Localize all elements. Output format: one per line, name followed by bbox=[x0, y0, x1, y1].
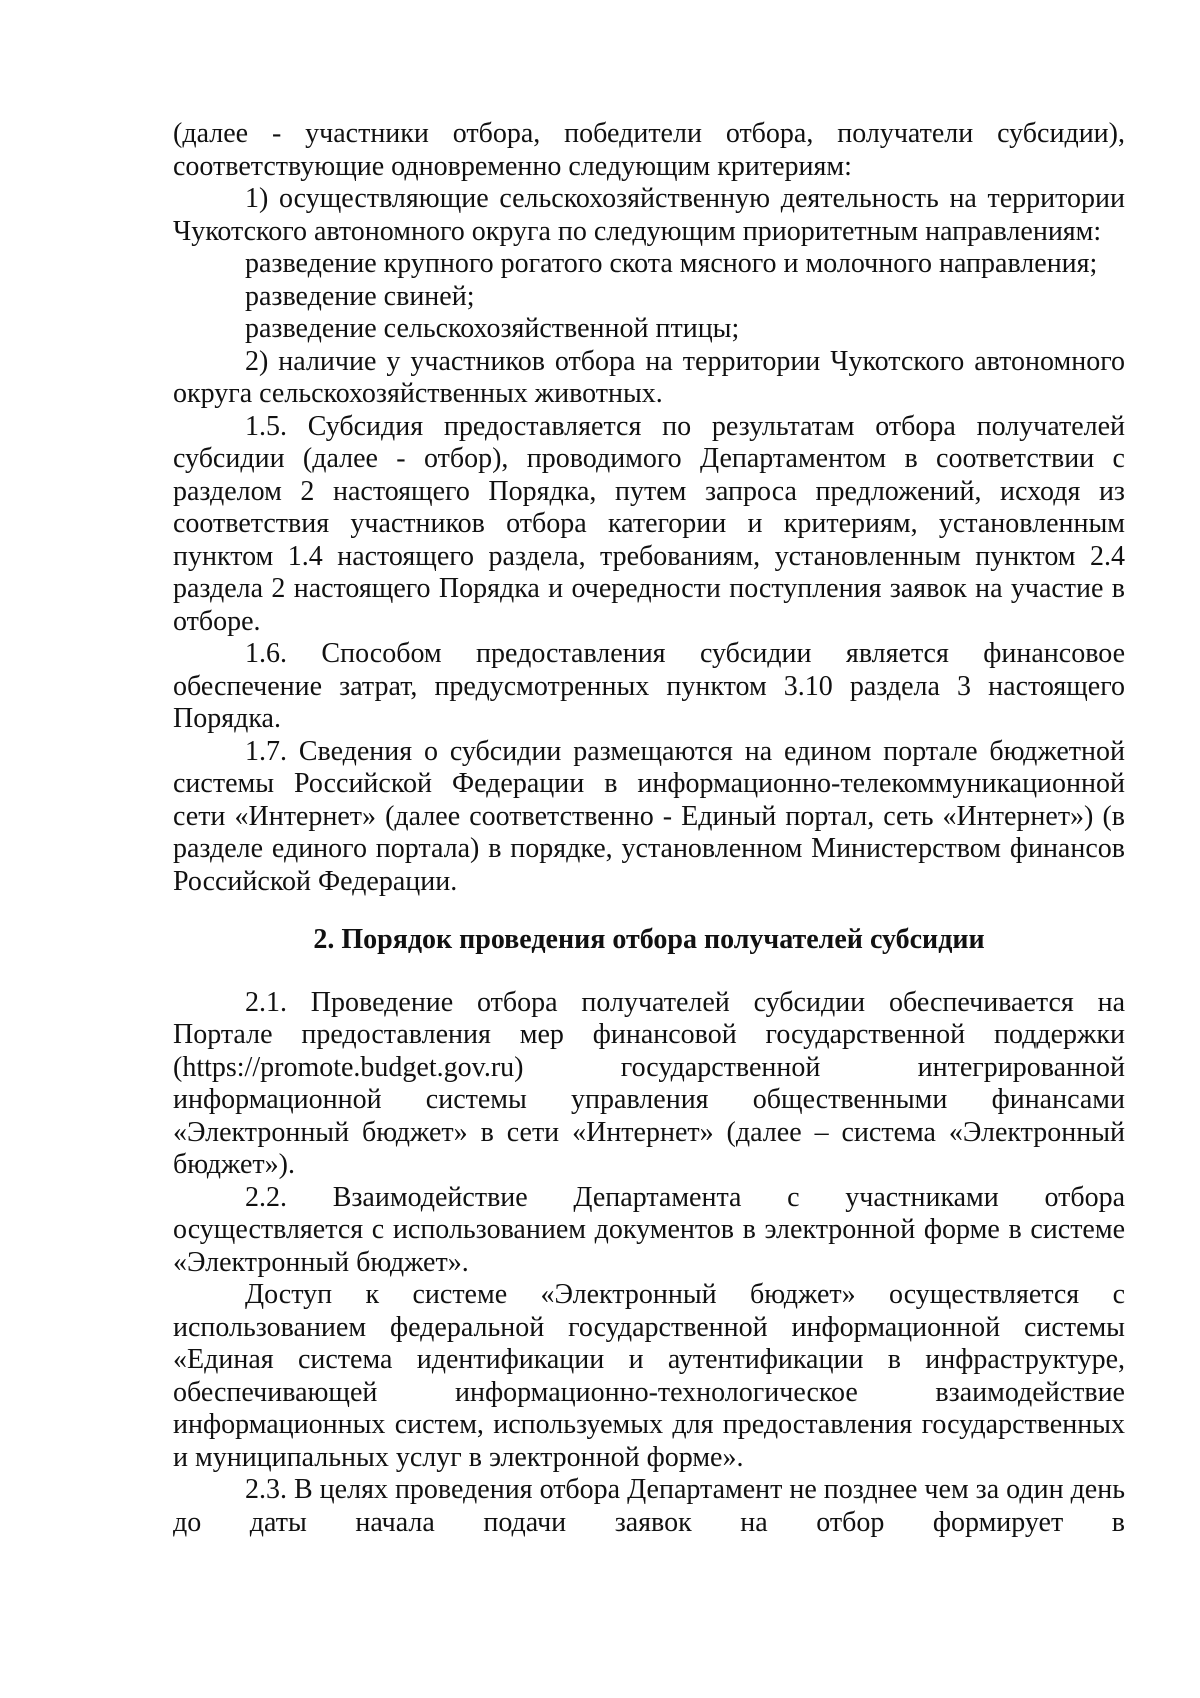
paragraph-2-1: 2.1. Проведение отбора получателей субсидии обеспечивается на Портале предоставления мер финансовой государственной поддержки (https://promote.budget.gov.ru) государственной интегрированной информационной системы управления общественными финансами «Электронный бюджет» в сети «Интернет» (далее – система «Электронный бюджет»). bbox=[173, 986, 1125, 1180]
paragraph-criterion-2: 2) наличие у участников отбора на территории Чукотского автономного округа сельскохозяйственных животных. bbox=[173, 345, 1125, 409]
paragraph-1-7: 1.7. Сведения о субсидии размещаются на едином портале бюджетной системы Российской Федерации в информационно-телекоммуникационной сети «Интернет» (далее соответственно - Единый портал, сеть «Интернет») (в разделе единого портала) в порядке, установленном Министерством финансов Российской Федерации. bbox=[173, 735, 1125, 897]
list-item-pigs: разведение свиней; bbox=[245, 280, 475, 312]
document-page bbox=[173, 118, 1125, 1539]
paragraph-1-6: 1.6. Способом предоставления субсидии является финансовое обеспечение затрат, предусмотренных пунктом 3.10 раздела 3 настоящего Порядка. bbox=[173, 638, 1125, 734]
paragraph-1-5: 1.5. Субсидия предоставляется по результатам отбора получателей субсидии (далее - отбор), проводимого Департаментом в соответствии с разделом 2 настоящего Порядка, путем запроса предложений, исходя из соответствия участников отбора категории и критериям, установленным пунктом 1.4 настоящего раздела, требованиям, установленным пунктом 2.4 раздела 2 настоящего Порядка и очередности поступления заявок на участие в отборе. bbox=[173, 410, 1125, 637]
paragraph-2-3: 2.3. В целях проведения отбора Департамент не позднее чем за один день до даты начала подачи заявок на отбор формирует в bbox=[173, 1474, 1125, 1538]
paragraph-criterion-1: 1) осуществляющие сельскохозяйственную деятельность на территории Чукотского автономного округа по следующим приоритетным направлениям: bbox=[173, 183, 1125, 247]
section-2-heading: 2. Порядок проведения отбора получателей субсидии bbox=[313, 924, 985, 955]
paragraph-participants-intro: (далее - участники отбора, победители отбора, получатели субсидии), соответствующие одновременно следующим критериям: bbox=[173, 118, 1125, 182]
list-item-poultry: разведение сельскохозяйственной птицы; bbox=[245, 313, 740, 344]
list-item-cattle: разведение крупного рогатого скота мясного и молочного направления; bbox=[245, 248, 1098, 279]
paragraph-access: Доступ к системе «Электронный бюджет» осуществляется с использованием федеральной государственной информационной системы «Единая система идентификации и аутентификации в инфраструктуре, обеспечивающей информационно-технологическое взаимодействие информационных систем, используемых для предоставления государственных и муниципальных услуг в электронной форме». bbox=[173, 1279, 1125, 1473]
paragraph-2-2: 2.2. Взаимодействие Департамента с участниками отбора осуществляется с использованием документов в электронной форме в системе «Электронный бюджет». bbox=[173, 1181, 1125, 1278]
